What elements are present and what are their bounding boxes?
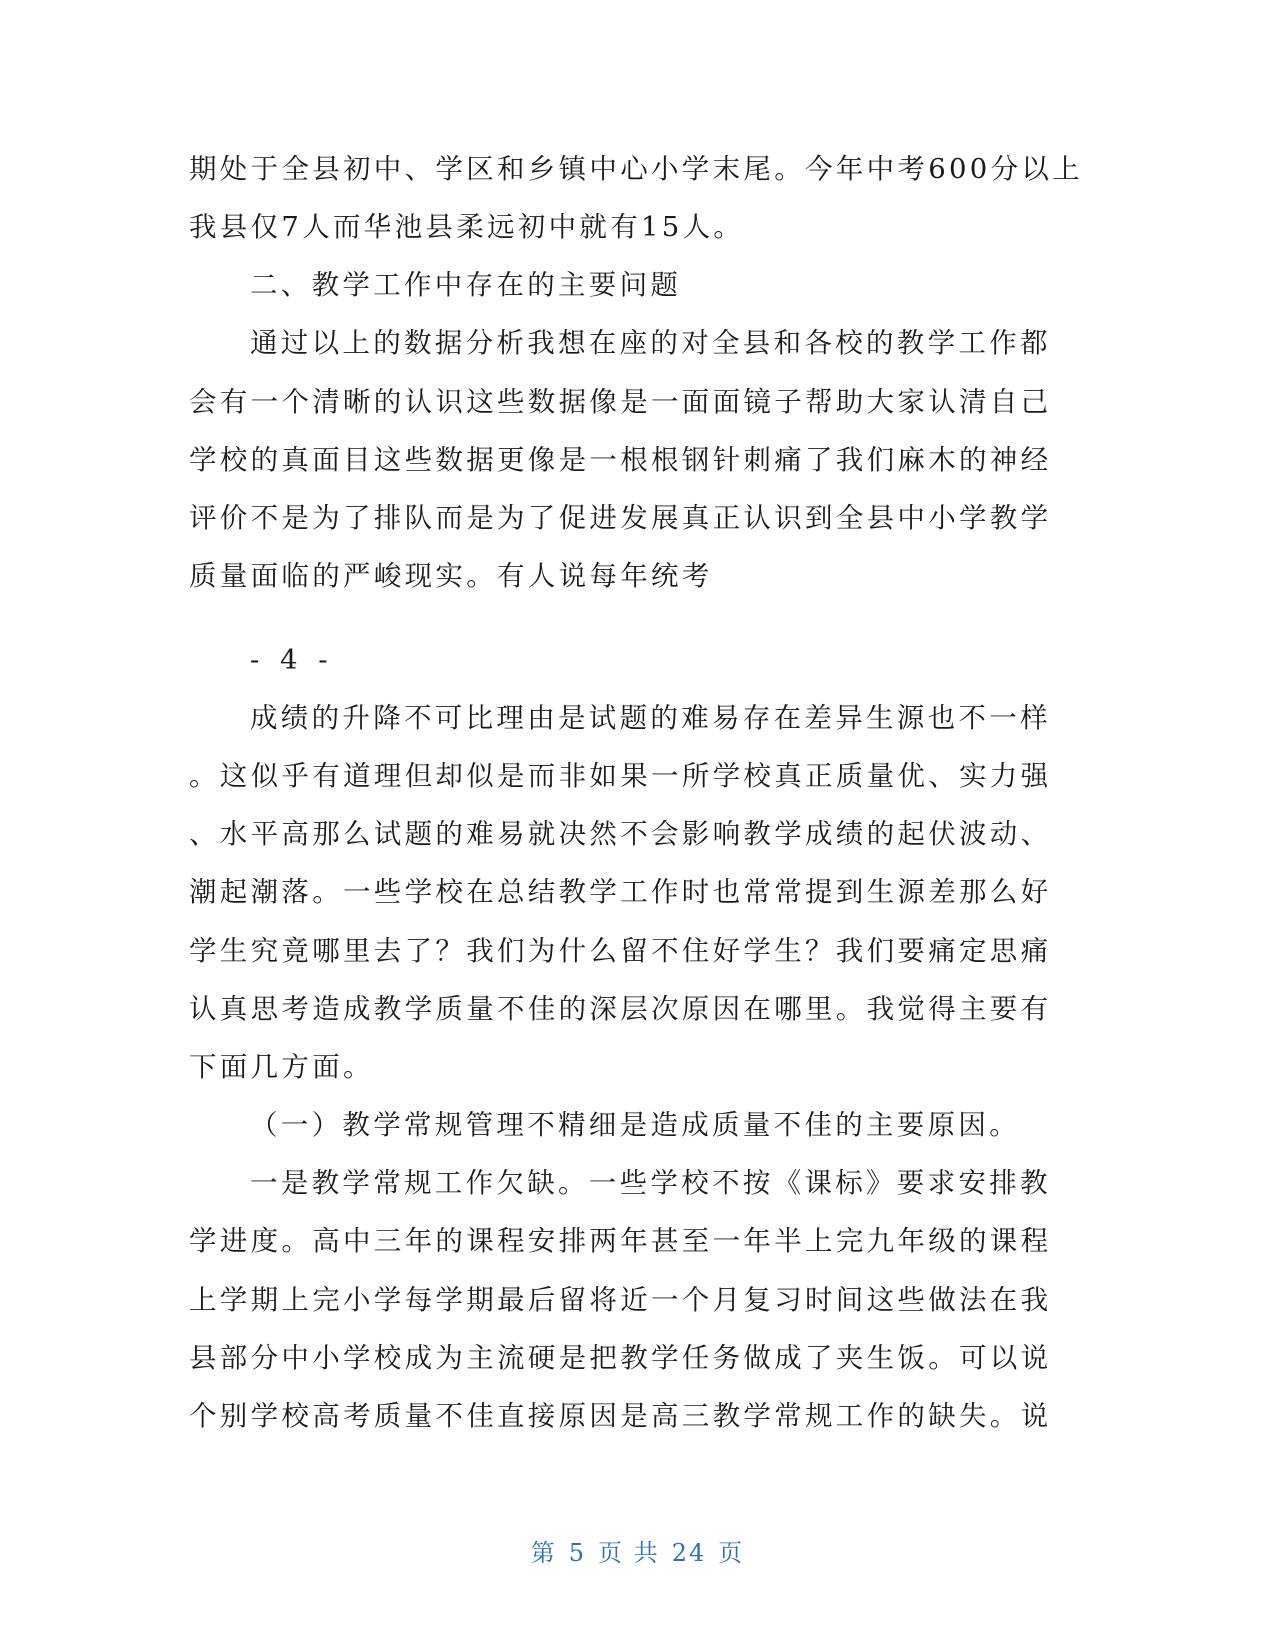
footer-suffix: 页 xyxy=(718,1539,745,1567)
paragraph-line: 学进度。高中三年的课程安排两年甚至一年半上完九年级的课程 xyxy=(189,1225,1052,1257)
paragraph-line: 个别学校高考质量不佳直接原因是高三教学常规工作的缺失。说 xyxy=(189,1400,1052,1432)
paragraph-line: 、水平高那么试题的难易就决然不会影响教学成绩的起伏波动、 xyxy=(189,818,1052,850)
paragraph-line: 学校的真面目这些数据更像是一根根钢针刺痛了我们麻木的神经 xyxy=(189,444,1052,476)
paragraph-line: 一是教学常规工作欠缺。一些学校不按《课标》要求安排教 xyxy=(250,1167,1051,1199)
paragraph-line: 期处于全县初中、学区和乡镇中心小学末尾。今年中考600分以上 xyxy=(189,153,1083,185)
paragraph-line: 成绩的升降不可比理由是试题的难易存在差异生源也不一样 xyxy=(250,702,1051,734)
paragraph-line: 县部分中小学校成为主流硬是把教学任务做成了夹生饭。可以说 xyxy=(189,1342,1052,1374)
paragraph-line: 质量面临的严峻现实。有人说每年统考 xyxy=(189,560,713,592)
paragraph-line: 通过以上的数据分析我想在座的对全县和各校的教学工作都 xyxy=(250,327,1051,359)
page-footer xyxy=(0,1537,1275,1569)
footer-middle: 页 共 xyxy=(598,1539,660,1567)
paragraph-line: 上学期上完小学每学期最后留将近一个月复习时间这些做法在我 xyxy=(189,1284,1052,1316)
footer-prefix: 第 xyxy=(530,1539,557,1567)
paragraph-line: 评价不是为了排队而是为了促进发展真正认识到全县中小学教学 xyxy=(189,502,1052,534)
paragraph-line: 会有一个清晰的认识这些数据像是一面面镜子帮助大家认清自己 xyxy=(189,386,1052,418)
paragraph-line: 下面几方面。 xyxy=(189,1051,374,1083)
inner-page-marker: - 4 - xyxy=(250,644,334,676)
paragraph-line: 。这似乎有道理但却似是而非如果一所学校真正质量优、实力强 xyxy=(189,760,1052,792)
paragraph-line: 认真思考造成教学质量不佳的深层次原因在哪里。我觉得主要有 xyxy=(189,993,1052,1025)
paragraph-line: 我县仅7人而华池县柔远初中就有15人。 xyxy=(189,211,745,243)
paragraph-line: 学生究竟哪里去了？我们为什么留不住好学生？我们要痛定思痛 xyxy=(189,935,1052,967)
subsection-heading: （一）教学常规管理不精细是造成质量不佳的主要原因。 xyxy=(250,1109,1020,1141)
paragraph-line: 潮起潮落。一些学校在总结教学工作时也常常提到生源差那么好 xyxy=(189,876,1052,908)
footer-total-pages: 24 xyxy=(671,1539,707,1567)
footer-current-page: 5 xyxy=(568,1539,587,1567)
section-heading: 二、教学工作中存在的主要问题 xyxy=(250,269,682,301)
